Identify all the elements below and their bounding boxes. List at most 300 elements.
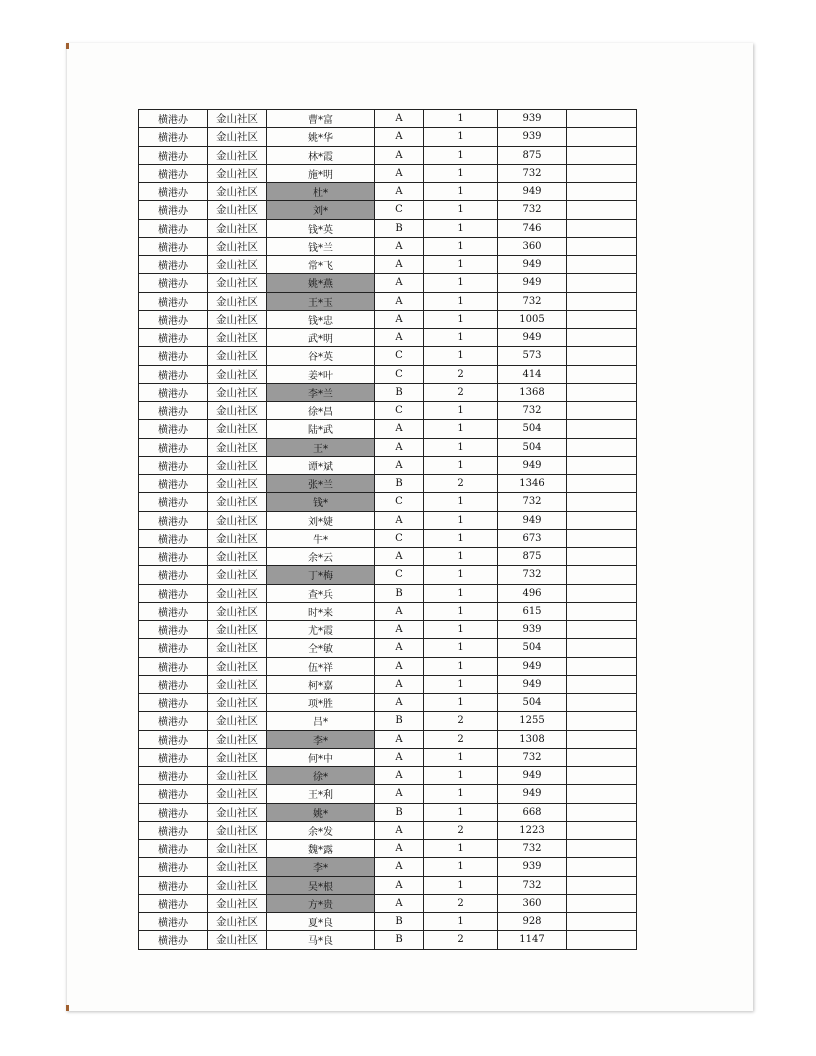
amount-cell: 615 [498, 602, 567, 620]
office-cell: 横港办 [139, 529, 208, 547]
note-cell [567, 803, 637, 821]
amount-cell: 496 [498, 584, 567, 602]
note-cell [567, 183, 637, 201]
count-cell: 1 [424, 529, 498, 547]
name-cell: 徐*昌 [267, 402, 375, 420]
table-row [139, 803, 637, 821]
count-cell: 2 [424, 712, 498, 730]
office-cell: 横港办 [139, 164, 208, 182]
note-cell [567, 292, 637, 310]
name-cell: 余*云 [267, 548, 375, 566]
name-cell: 余*发 [267, 821, 375, 839]
subsidy-roster-table [138, 109, 637, 950]
amount-cell: 875 [498, 146, 567, 164]
community-cell: 金山社区 [208, 365, 267, 383]
grade-cell: A [375, 694, 424, 712]
note-cell [567, 146, 637, 164]
grade-cell: C [375, 201, 424, 219]
table-row [139, 347, 637, 365]
office-cell: 横港办 [139, 402, 208, 420]
community-cell: 金山社区 [208, 584, 267, 602]
name-cell: 吕* [267, 712, 375, 730]
name-cell: 方*贵 [267, 894, 375, 912]
note-cell [567, 639, 637, 657]
count-cell: 1 [424, 584, 498, 602]
community-cell: 金山社区 [208, 858, 267, 876]
amount-cell: 949 [498, 785, 567, 803]
count-cell: 1 [424, 310, 498, 328]
office-cell: 横港办 [139, 292, 208, 310]
amount-cell: 504 [498, 694, 567, 712]
table-row [139, 894, 637, 912]
table-row [139, 146, 637, 164]
table-row [139, 712, 637, 730]
office-cell: 横港办 [139, 894, 208, 912]
note-cell [567, 675, 637, 693]
community-cell: 金山社区 [208, 657, 267, 675]
office-cell: 横港办 [139, 712, 208, 730]
grade-cell: A [375, 675, 424, 693]
count-cell: 2 [424, 931, 498, 949]
grade-cell: A [375, 329, 424, 347]
grade-cell: C [375, 566, 424, 584]
grade-cell: C [375, 347, 424, 365]
grade-cell: A [375, 767, 424, 785]
table-row [139, 402, 637, 420]
community-cell: 金山社区 [208, 931, 267, 949]
count-cell: 2 [424, 475, 498, 493]
name-cell: 施*明 [267, 164, 375, 182]
office-cell: 横港办 [139, 237, 208, 255]
office-cell: 横港办 [139, 621, 208, 639]
office-cell: 横港办 [139, 438, 208, 456]
community-cell: 金山社区 [208, 621, 267, 639]
name-cell: 曹*富 [267, 110, 375, 128]
community-cell: 金山社区 [208, 712, 267, 730]
grade-cell: A [375, 858, 424, 876]
count-cell: 1 [424, 420, 498, 438]
name-cell: 姜*叶 [267, 365, 375, 383]
table-row [139, 329, 637, 347]
count-cell: 1 [424, 785, 498, 803]
note-cell [567, 821, 637, 839]
amount-cell: 1255 [498, 712, 567, 730]
table-row [139, 748, 637, 766]
note-cell [567, 110, 637, 128]
note-cell [567, 566, 637, 584]
count-cell: 1 [424, 128, 498, 146]
grade-cell: A [375, 840, 424, 858]
community-cell: 金山社区 [208, 475, 267, 493]
grade-cell: B [375, 383, 424, 401]
note-cell [567, 913, 637, 931]
table-row [139, 237, 637, 255]
amount-cell: 673 [498, 529, 567, 547]
amount-cell: 360 [498, 237, 567, 255]
community-cell: 金山社区 [208, 110, 267, 128]
community-cell: 金山社区 [208, 237, 267, 255]
amount-cell: 928 [498, 913, 567, 931]
community-cell: 金山社区 [208, 402, 267, 420]
count-cell: 1 [424, 438, 498, 456]
table-row [139, 438, 637, 456]
name-cell: 马*良 [267, 931, 375, 949]
name-cell: 刘*婕 [267, 511, 375, 529]
roster-body [139, 110, 637, 950]
amount-cell: 939 [498, 110, 567, 128]
table-row [139, 657, 637, 675]
staple-mark [66, 1005, 69, 1011]
office-cell: 横港办 [139, 493, 208, 511]
count-cell: 2 [424, 365, 498, 383]
amount-cell: 1368 [498, 383, 567, 401]
count-cell: 1 [424, 292, 498, 310]
table-row [139, 621, 637, 639]
table-row [139, 219, 637, 237]
amount-cell: 732 [498, 402, 567, 420]
grade-cell: A [375, 748, 424, 766]
table-row [139, 383, 637, 401]
table-row [139, 566, 637, 584]
name-cell: 姚*燕 [267, 274, 375, 292]
table-row [139, 529, 637, 547]
table-row [139, 876, 637, 894]
note-cell [567, 840, 637, 858]
count-cell: 1 [424, 237, 498, 255]
name-cell: 丁*梅 [267, 566, 375, 584]
community-cell: 金山社区 [208, 183, 267, 201]
amount-cell: 949 [498, 274, 567, 292]
community-cell: 金山社区 [208, 456, 267, 474]
grade-cell: A [375, 621, 424, 639]
grade-cell: B [375, 931, 424, 949]
office-cell: 横港办 [139, 475, 208, 493]
note-cell [567, 511, 637, 529]
office-cell: 横港办 [139, 110, 208, 128]
count-cell: 1 [424, 164, 498, 182]
community-cell: 金山社区 [208, 256, 267, 274]
name-cell: 刘* [267, 201, 375, 219]
community-cell: 金山社区 [208, 803, 267, 821]
office-cell: 横港办 [139, 803, 208, 821]
community-cell: 金山社区 [208, 894, 267, 912]
count-cell: 1 [424, 858, 498, 876]
amount-cell: 732 [498, 876, 567, 894]
amount-cell: 949 [498, 256, 567, 274]
name-cell: 钱*兰 [267, 237, 375, 255]
amount-cell: 949 [498, 456, 567, 474]
name-cell: 姚* [267, 803, 375, 821]
grade-cell: A [375, 785, 424, 803]
community-cell: 金山社区 [208, 767, 267, 785]
note-cell [567, 657, 637, 675]
count-cell: 1 [424, 748, 498, 766]
name-cell: 钱*英 [267, 219, 375, 237]
grade-cell: A [375, 274, 424, 292]
table-row [139, 584, 637, 602]
grade-cell: A [375, 511, 424, 529]
name-cell: 李* [267, 858, 375, 876]
office-cell: 横港办 [139, 310, 208, 328]
community-cell: 金山社区 [208, 347, 267, 365]
count-cell: 1 [424, 639, 498, 657]
office-cell: 横港办 [139, 128, 208, 146]
office-cell: 横港办 [139, 913, 208, 931]
grade-cell: A [375, 438, 424, 456]
name-cell: 仝*敏 [267, 639, 375, 657]
community-cell: 金山社区 [208, 548, 267, 566]
office-cell: 横港办 [139, 256, 208, 274]
amount-cell: 1346 [498, 475, 567, 493]
office-cell: 横港办 [139, 511, 208, 529]
amount-cell: 939 [498, 621, 567, 639]
count-cell: 1 [424, 675, 498, 693]
note-cell [567, 310, 637, 328]
table-row [139, 639, 637, 657]
community-cell: 金山社区 [208, 438, 267, 456]
office-cell: 横港办 [139, 876, 208, 894]
community-cell: 金山社区 [208, 493, 267, 511]
grade-cell: C [375, 402, 424, 420]
table-row [139, 201, 637, 219]
grade-cell: A [375, 730, 424, 748]
office-cell: 横港办 [139, 821, 208, 839]
office-cell: 横港办 [139, 456, 208, 474]
table-row [139, 475, 637, 493]
amount-cell: 949 [498, 329, 567, 347]
community-cell: 金山社区 [208, 566, 267, 584]
office-cell: 横港办 [139, 767, 208, 785]
count-cell: 1 [424, 621, 498, 639]
amount-cell: 939 [498, 858, 567, 876]
community-cell: 金山社区 [208, 146, 267, 164]
table-row [139, 456, 637, 474]
office-cell: 横港办 [139, 858, 208, 876]
table-row [139, 365, 637, 383]
note-cell [567, 456, 637, 474]
count-cell: 1 [424, 402, 498, 420]
count-cell: 1 [424, 274, 498, 292]
amount-cell: 732 [498, 493, 567, 511]
name-cell: 查*兵 [267, 584, 375, 602]
community-cell: 金山社区 [208, 292, 267, 310]
community-cell: 金山社区 [208, 310, 267, 328]
name-cell: 王* [267, 438, 375, 456]
name-cell: 尤*霞 [267, 621, 375, 639]
community-cell: 金山社区 [208, 274, 267, 292]
community-cell: 金山社区 [208, 529, 267, 547]
note-cell [567, 876, 637, 894]
count-cell: 1 [424, 146, 498, 164]
note-cell [567, 256, 637, 274]
table-row [139, 602, 637, 620]
name-cell: 陆*武 [267, 420, 375, 438]
grade-cell: A [375, 821, 424, 839]
name-cell: 夏*良 [267, 913, 375, 931]
amount-cell: 504 [498, 639, 567, 657]
count-cell: 1 [424, 803, 498, 821]
community-cell: 金山社区 [208, 785, 267, 803]
name-cell: 钱* [267, 493, 375, 511]
name-cell: 时*来 [267, 602, 375, 620]
office-cell: 横港办 [139, 639, 208, 657]
community-cell: 金山社区 [208, 219, 267, 237]
amount-cell: 746 [498, 219, 567, 237]
grade-cell: A [375, 128, 424, 146]
name-cell: 李* [267, 730, 375, 748]
office-cell: 横港办 [139, 566, 208, 584]
note-cell [567, 785, 637, 803]
table-row [139, 110, 637, 128]
name-cell: 吴*根 [267, 876, 375, 894]
note-cell [567, 365, 637, 383]
office-cell: 横港办 [139, 840, 208, 858]
name-cell: 牛* [267, 529, 375, 547]
count-cell: 1 [424, 657, 498, 675]
grade-cell: A [375, 146, 424, 164]
count-cell: 1 [424, 840, 498, 858]
office-cell: 横港办 [139, 748, 208, 766]
grade-cell: A [375, 292, 424, 310]
office-cell: 横港办 [139, 584, 208, 602]
name-cell: 王*利 [267, 785, 375, 803]
grade-cell: A [375, 237, 424, 255]
staple-mark [66, 43, 69, 49]
name-cell: 常*飞 [267, 256, 375, 274]
note-cell [567, 383, 637, 401]
count-cell: 1 [424, 767, 498, 785]
amount-cell: 732 [498, 292, 567, 310]
amount-cell: 414 [498, 365, 567, 383]
table-row [139, 274, 637, 292]
community-cell: 金山社区 [208, 511, 267, 529]
table-row [139, 183, 637, 201]
note-cell [567, 201, 637, 219]
note-cell [567, 858, 637, 876]
count-cell: 1 [424, 566, 498, 584]
grade-cell: A [375, 183, 424, 201]
grade-cell: B [375, 712, 424, 730]
note-cell [567, 164, 637, 182]
count-cell: 1 [424, 548, 498, 566]
community-cell: 金山社区 [208, 675, 267, 693]
name-cell: 徐* [267, 767, 375, 785]
name-cell: 王*玉 [267, 292, 375, 310]
community-cell: 金山社区 [208, 748, 267, 766]
amount-cell: 949 [498, 675, 567, 693]
count-cell: 1 [424, 694, 498, 712]
amount-cell: 732 [498, 164, 567, 182]
grade-cell: B [375, 475, 424, 493]
name-cell: 谭*斌 [267, 456, 375, 474]
community-cell: 金山社区 [208, 730, 267, 748]
amount-cell: 949 [498, 657, 567, 675]
table-row [139, 767, 637, 785]
note-cell [567, 274, 637, 292]
note-cell [567, 237, 637, 255]
grade-cell: A [375, 894, 424, 912]
community-cell: 金山社区 [208, 383, 267, 401]
note-cell [567, 894, 637, 912]
count-cell: 1 [424, 347, 498, 365]
table-row [139, 292, 637, 310]
table-row [139, 840, 637, 858]
amount-cell: 360 [498, 894, 567, 912]
count-cell: 2 [424, 894, 498, 912]
name-cell: 林*霞 [267, 146, 375, 164]
count-cell: 1 [424, 329, 498, 347]
table-row [139, 310, 637, 328]
community-cell: 金山社区 [208, 329, 267, 347]
name-cell: 张*兰 [267, 475, 375, 493]
community-cell: 金山社区 [208, 164, 267, 182]
note-cell [567, 712, 637, 730]
amount-cell: 732 [498, 748, 567, 766]
note-cell [567, 931, 637, 949]
table-row [139, 493, 637, 511]
table-row [139, 256, 637, 274]
name-cell: 何*中 [267, 748, 375, 766]
office-cell: 横港办 [139, 365, 208, 383]
office-cell: 横港办 [139, 602, 208, 620]
amount-cell: 939 [498, 128, 567, 146]
grade-cell: B [375, 803, 424, 821]
amount-cell: 732 [498, 201, 567, 219]
note-cell [567, 694, 637, 712]
name-cell: 魏*露 [267, 840, 375, 858]
table-row [139, 913, 637, 931]
community-cell: 金山社区 [208, 876, 267, 894]
name-cell: 项*胜 [267, 694, 375, 712]
grade-cell: A [375, 548, 424, 566]
amount-cell: 573 [498, 347, 567, 365]
note-cell [567, 219, 637, 237]
grade-cell: B [375, 219, 424, 237]
count-cell: 1 [424, 456, 498, 474]
count-cell: 2 [424, 821, 498, 839]
table-row [139, 511, 637, 529]
office-cell: 横港办 [139, 694, 208, 712]
office-cell: 横港办 [139, 730, 208, 748]
community-cell: 金山社区 [208, 821, 267, 839]
table-row [139, 420, 637, 438]
table-row [139, 548, 637, 566]
community-cell: 金山社区 [208, 913, 267, 931]
amount-cell: 668 [498, 803, 567, 821]
amount-cell: 732 [498, 840, 567, 858]
office-cell: 横港办 [139, 201, 208, 219]
name-cell: 钱*忠 [267, 310, 375, 328]
community-cell: 金山社区 [208, 201, 267, 219]
name-cell: 杜* [267, 183, 375, 201]
grade-cell: C [375, 493, 424, 511]
grade-cell: A [375, 639, 424, 657]
office-cell: 横港办 [139, 785, 208, 803]
community-cell: 金山社区 [208, 602, 267, 620]
office-cell: 横港办 [139, 383, 208, 401]
office-cell: 横港办 [139, 657, 208, 675]
note-cell [567, 602, 637, 620]
grade-cell: B [375, 584, 424, 602]
note-cell [567, 548, 637, 566]
table-row [139, 730, 637, 748]
note-cell [567, 493, 637, 511]
name-cell: 谷*英 [267, 347, 375, 365]
amount-cell: 732 [498, 566, 567, 584]
office-cell: 横港办 [139, 347, 208, 365]
name-cell: 李*兰 [267, 383, 375, 401]
grade-cell: A [375, 657, 424, 675]
